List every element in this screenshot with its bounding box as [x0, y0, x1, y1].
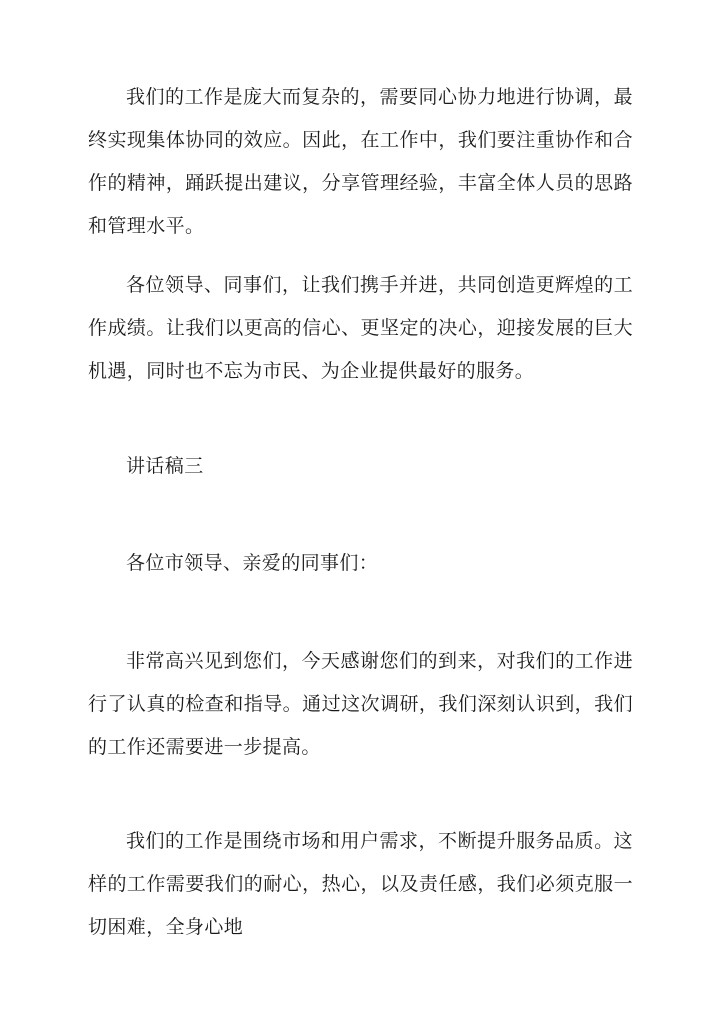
body-paragraph: 非常高兴见到您们，今天感谢您们的到来，对我们的工作进行了认真的检查和指导。通过这次调研，我们深刻认识到，我们的工作还需要进一步提高。: [88, 650, 633, 758]
section-heading: 讲话稿三: [126, 455, 204, 477]
salutation: 各位市领导、亲爱的同事们：: [126, 552, 379, 574]
body-paragraph: 各位领导、同事们，让我们携手并进，共同创造更辉煌的工作成绩。让我们以更高的信心、更坚定的决心，迎接发展的巨大机遇，同时也不忘为市民、为企业提供最好的服务。: [88, 274, 633, 382]
body-paragraph: 我们的工作是围绕市场和用户需求，不断提升服务品质。这样的工作需要我们的耐心，热心，以及责任感，我们必须克服一切困难，全身心地: [88, 830, 633, 938]
body-paragraph: 我们的工作是庞大而复杂的，需要同心协力地进行协调，最终实现集体协同的效应。因此，在工作中，我们要注重协作和合作的精神，踊跃提出建议，分享管理经验，丰富全体人员的思路和管理水平。: [88, 86, 633, 237]
